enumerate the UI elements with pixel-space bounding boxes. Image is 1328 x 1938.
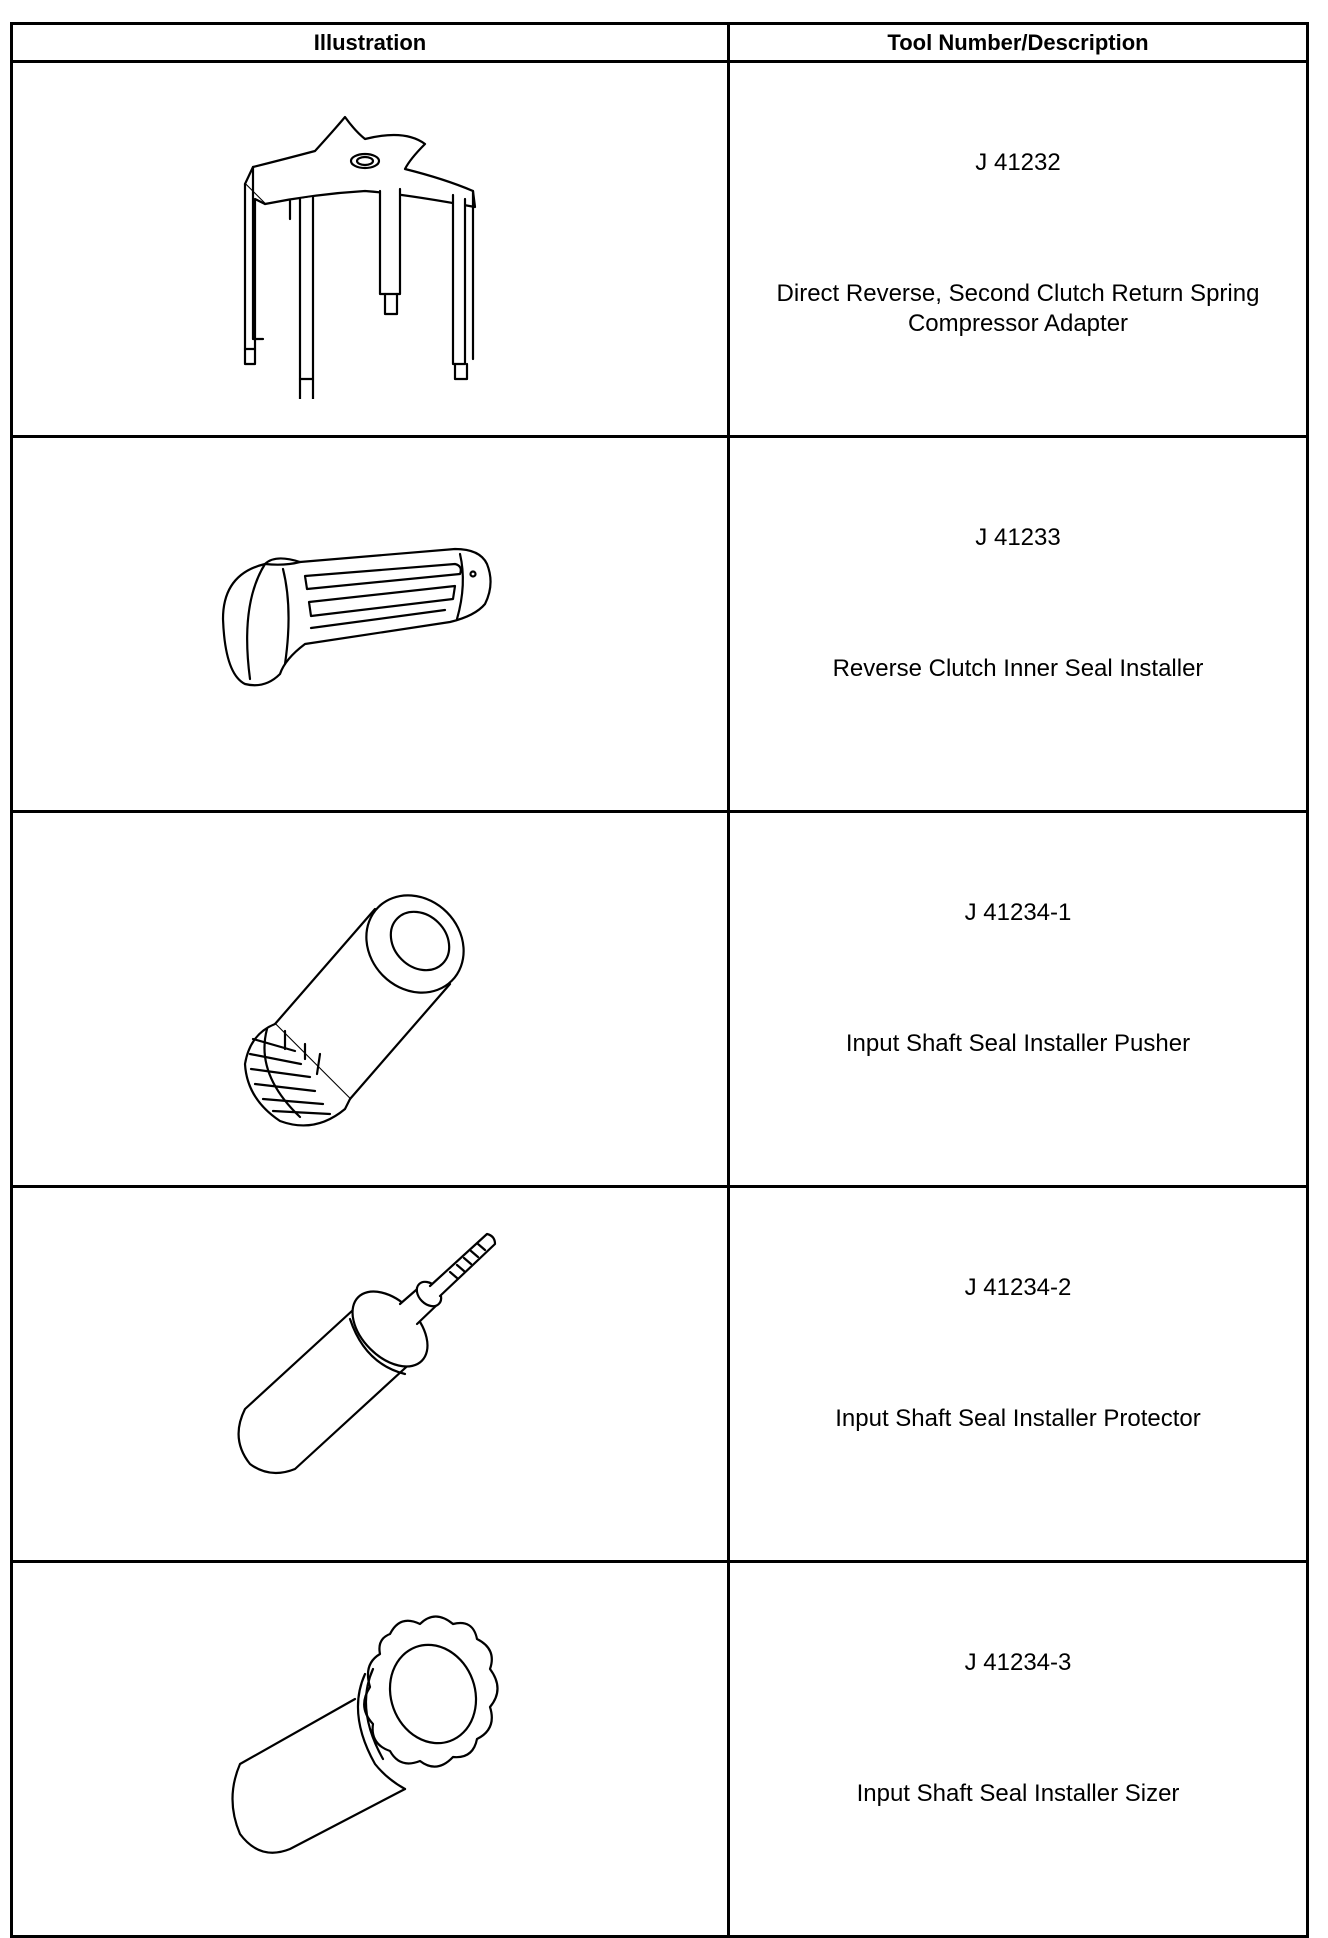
tool-description-line: Input Shaft Seal Installer Pusher: [845, 1030, 1191, 1057]
spring-compressor-adapter-icon: [205, 99, 535, 399]
seal-installer-sizer-icon: [205, 1599, 535, 1899]
tool-table: [10, 22, 1309, 1938]
tool-cell: [729, 62, 1308, 437]
tool-description: [730, 1404, 1306, 1434]
tool-cell: [729, 437, 1308, 812]
tool-description-line: Input Shaft Seal Installer Protector: [835, 1405, 1201, 1432]
tool-number: J 41233: [975, 524, 1061, 551]
tool-cell: [729, 1562, 1308, 1937]
tool-description: [730, 1779, 1306, 1809]
illustration-cell: [12, 1562, 729, 1937]
illustration-cell: [12, 1187, 729, 1562]
table-row: [12, 1562, 1308, 1937]
tool-cell: [729, 812, 1308, 1187]
tool-number: J 41234-2: [964, 1274, 1072, 1301]
tool-description: [730, 279, 1306, 339]
table-row: [12, 1187, 1308, 1562]
header-tool-description: Tool Number/Description: [729, 24, 1308, 62]
header-illustration: Illustration: [12, 24, 729, 62]
tool-description: [730, 654, 1306, 684]
table-row: [12, 437, 1308, 812]
header-row: [12, 24, 1308, 62]
tool-number: J 41234-3: [964, 1649, 1072, 1676]
tool-cell: [729, 1187, 1308, 1562]
illustration-cell: [12, 62, 729, 437]
tool-description-line: Compressor Adapter: [907, 310, 1129, 337]
inner-seal-installer-icon: [205, 544, 535, 704]
tool-description-line: Direct Reverse, Second Clutch Return Spring: [776, 280, 1260, 307]
table-row: [12, 62, 1308, 437]
table-row: [12, 812, 1308, 1187]
tool-description-line: Input Shaft Seal Installer Sizer: [856, 1780, 1180, 1807]
illustration-cell: [12, 437, 729, 812]
tool-number: J 41234-1: [964, 899, 1072, 926]
illustration-cell: [12, 812, 729, 1187]
tool-description: [730, 1029, 1306, 1059]
tool-description-line: Reverse Clutch Inner Seal Installer: [832, 655, 1204, 682]
seal-installer-pusher-icon: [205, 859, 535, 1139]
seal-installer-protector-icon: [205, 1224, 535, 1524]
tool-number: J 41232: [975, 149, 1061, 176]
